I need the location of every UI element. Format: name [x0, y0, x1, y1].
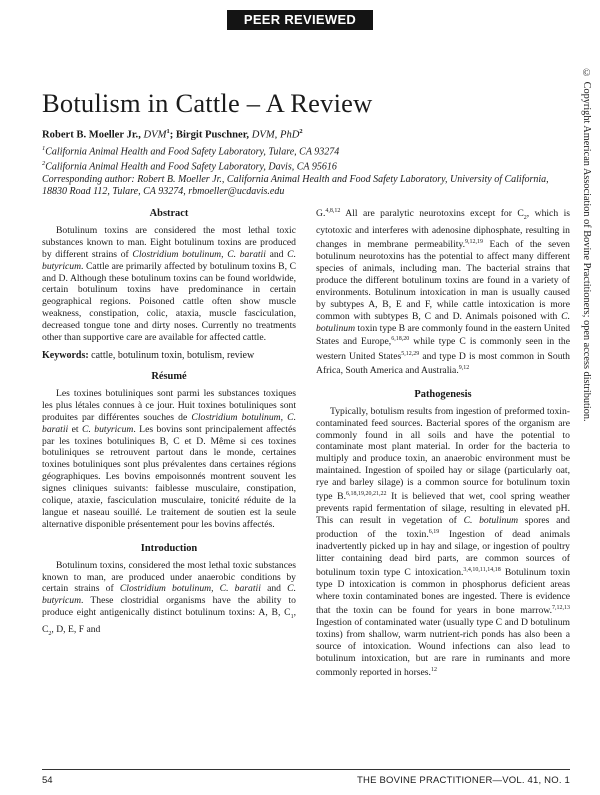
footer-rule	[42, 769, 570, 770]
resume-organism-3: C. butyricum	[82, 423, 134, 435]
page-number: 54	[42, 775, 53, 786]
pathogenesis-text	[316, 406, 570, 679]
intro-organisms: Clostridium botulinum, C. baratii	[119, 583, 261, 595]
ri-ref-4: 5,12,29	[401, 350, 420, 357]
affiliation-2-text: California Animal Health and Food Safety Laboratory, Davis, CA 95616	[45, 161, 337, 173]
ri-ref-1: 4,8,12	[325, 208, 341, 214]
resume-heading: Résumé	[151, 370, 187, 382]
intro-text-d: , D, E, F and	[51, 624, 101, 636]
ri-ref-2: 9,12,19	[465, 238, 484, 245]
path-ref-4: 7,12,13	[552, 604, 570, 611]
ri-text-g: and type D is most common in South Africa, South America and Australia.	[316, 350, 570, 376]
path-ref-3: 3,4,10,11,14,18	[463, 566, 501, 573]
ri-text-d: Each of the seven botulinum neurotoxins has the potential to affect many different species of animals, including man. The bacterial strains that produce the different botulinum toxins are found in a variety of environments. Botulinum intoxication in man is usually caused by subtypes A, B, E and F, while cattle intoxication is more common with subtypes B, C and D. Animals poisoned with	[316, 239, 570, 322]
ri-ref-3: 6,18,20	[391, 336, 410, 343]
ri-text-a: G.	[316, 208, 326, 220]
introduction-text	[42, 560, 296, 641]
affiliation-2-mark: 2	[42, 160, 46, 168]
path-text-f: Ingestion of contaminated water (usually type C and D botulinum toxins) from shallow, warm nutrient-rich ponds has also been a source of intoxication. Wound infections can also lead to botulinum intoxication, but are rare in ruminants and more commonly reported in horses.	[316, 616, 570, 678]
byline	[42, 126, 562, 199]
ri-text-e: toxin type B are commonly found in the eastern United States and Europe,	[316, 322, 570, 348]
copyright-side-note: © Copyright American Association of Bovine Practitioners; open access distribution.	[581, 68, 592, 422]
peer-reviewed-banner: PEER REVIEWED	[227, 10, 373, 30]
abstract-organisms: Clostridium botulinum, C. baratii	[132, 248, 266, 260]
author-2-degree: DVM, PhD	[251, 129, 300, 141]
author-1-name: Robert B. Moeller Jr.,	[42, 129, 141, 141]
affiliation-2	[42, 158, 562, 174]
abstract-text	[42, 225, 296, 344]
pathogenesis-heading: Pathogenesis	[414, 388, 472, 400]
abstract-organism-3: C. butyricum	[42, 248, 296, 272]
intro-text-b: . These clostridial organisms have the ability to produce eight antigenically distinct botulinum toxins: A, B, C	[42, 595, 296, 619]
left-column	[42, 206, 296, 647]
author-1-degree: DVM	[143, 129, 167, 141]
resume-text-b: . Les bovins sont principalement affectés par les toxines botuliniques B, C et D. Même si ces toxines botuliniques se retrouvent partout dans le monde, certaines toxines botuliniques sont plus prévalentes dans certaines régions géographiques. Les bovins empoisonnés montrent souvent les signes cliniques suivants: faiblesse musculaire, constipation, colique, ataxie, fasciculation musculaire, tonicité réduite de la langue et naseau souillé. Le traitement de soutien est la seule alternative disponible présentement pour les bovins affectés.	[42, 423, 297, 530]
author-2-affiliation-mark: 2	[299, 128, 303, 135]
path-text-b: It is believed that wet, cool spring weather prevents rapid fermentation of silage, resulting in elevated pH. This can result in vegetation of	[316, 491, 570, 527]
path-ref-1: 6,18,19,20,21,22	[346, 491, 387, 498]
intro-organism-3: C. butyricum	[42, 583, 296, 607]
resume-text-a: Les toxines botuliniques sont parmi les substances toxiques les plus létales connues à ce jour. Huit toxines botuliniques sont produites par différentes souches de	[42, 387, 296, 423]
journal-footer: THE BOVINE PRACTITIONER—VOL. 41, NO. 1	[357, 775, 570, 786]
path-text-e: Botulinum toxin type D intoxication is common in phosphorus deficient areas where toxin contaminated bones are ingested. There is evidence that the toxin can be found for years in bone marrow.	[316, 567, 571, 617]
keywords	[42, 350, 296, 362]
path-text-c: spores and production of the toxin.	[316, 515, 570, 541]
ri-sub: 2	[523, 215, 527, 222]
intro-sub-1: 1	[290, 614, 294, 621]
intro-text-c: , C	[42, 607, 296, 636]
author-1-affiliation-mark: 1	[166, 128, 170, 135]
intro-and: and	[260, 583, 288, 595]
intro-sub-2: 2	[48, 631, 52, 638]
abstract-and: and	[265, 248, 288, 260]
path-text-a: Typically, botulism results from ingestion of preformed toxin-contaminated feed sources. Bacterial spores of the organism are commonly found in all soils and have the potential to contaminate most plant material. In order for the bacteria to multiply and produce toxin, an anaerobic environment must be maintained. Ingestion of spoiled hay or silage (particularly oat, rye and barley silage) is a common source for botulinum toxin type B.	[316, 405, 570, 503]
affiliation-1	[42, 143, 562, 159]
resume-organisms: Clostridium botulinum, C. baratii	[42, 411, 296, 435]
author-2-name: ; Birgit Puschner,	[169, 129, 250, 141]
ri-text-c: , which is cytotoxic and interferes with adenosine diphosphate, resulting in changes in membrane permeability.	[316, 208, 570, 251]
keywords-label: Keywords:	[42, 349, 89, 361]
ri-text-f: while type C is commonly seen in the western United States	[316, 336, 571, 362]
resume-and: et	[68, 423, 83, 435]
affiliation-1-mark: 1	[42, 144, 46, 152]
authors-line	[42, 126, 562, 142]
path-ref-2: 6,19	[428, 528, 440, 535]
abstract-text-b: . Cattle are primarily affected by botulinum toxins B, C and D. Although these botulinum toxins can be found worldwide, certain botulinum toxins have predominance in certain geographical regions. Poisoned cattle often show muscle weakness, constipation, colic, ataxia, muscle fasciculation, decreased tongue tone and dirty noses. Currently no treatments other than supportive care are available for affected cattle.	[42, 260, 296, 344]
article-title: Botulism in Cattle – A Review	[42, 88, 373, 118]
ri-text-b: All are paralytic neurotoxins except for C	[340, 208, 524, 220]
introduction-heading: Introduction	[140, 542, 198, 554]
introduction-continued	[316, 206, 570, 377]
path-text-d: Ingestion of dead animals inadvertently picked up in hay and silage, or ingestion of poultry litter containing dead bird parts, are common sources of botulinum toxin type C intoxication.	[316, 529, 570, 579]
ri-ref-5: 9,12	[458, 364, 470, 371]
abstract-heading: Abstract	[149, 208, 189, 219]
resume-text	[42, 388, 296, 531]
abstract-text-a: Botulinum toxins are considered the most lethal toxic substances known to man. Eight botulinum toxins are produced by different strains of	[42, 224, 296, 260]
right-column	[316, 206, 570, 685]
path-organism: C. botulinum	[463, 515, 519, 527]
ri-organism: C. botulinum	[316, 310, 570, 334]
affiliation-1-text: California Animal Health and Food Safety Laboratory, Tulare, CA 93274	[45, 146, 340, 158]
corresponding-author: Corresponding author: Robert B. Moeller Jr., California Animal Health and Food Safety Laboratory, University of California, 18830 Road 112, Tulare, CA 93274, rbmoeller@ucdavis.edu	[42, 174, 549, 198]
path-ref-5: 12	[430, 666, 437, 673]
intro-text-a: Botulinum toxins, considered the most lethal toxic substances known to man, are produced under anaerobic conditions by certain strains of	[42, 559, 296, 595]
keywords-text: cattle, botulinum toxin, botulism, review	[88, 349, 255, 361]
